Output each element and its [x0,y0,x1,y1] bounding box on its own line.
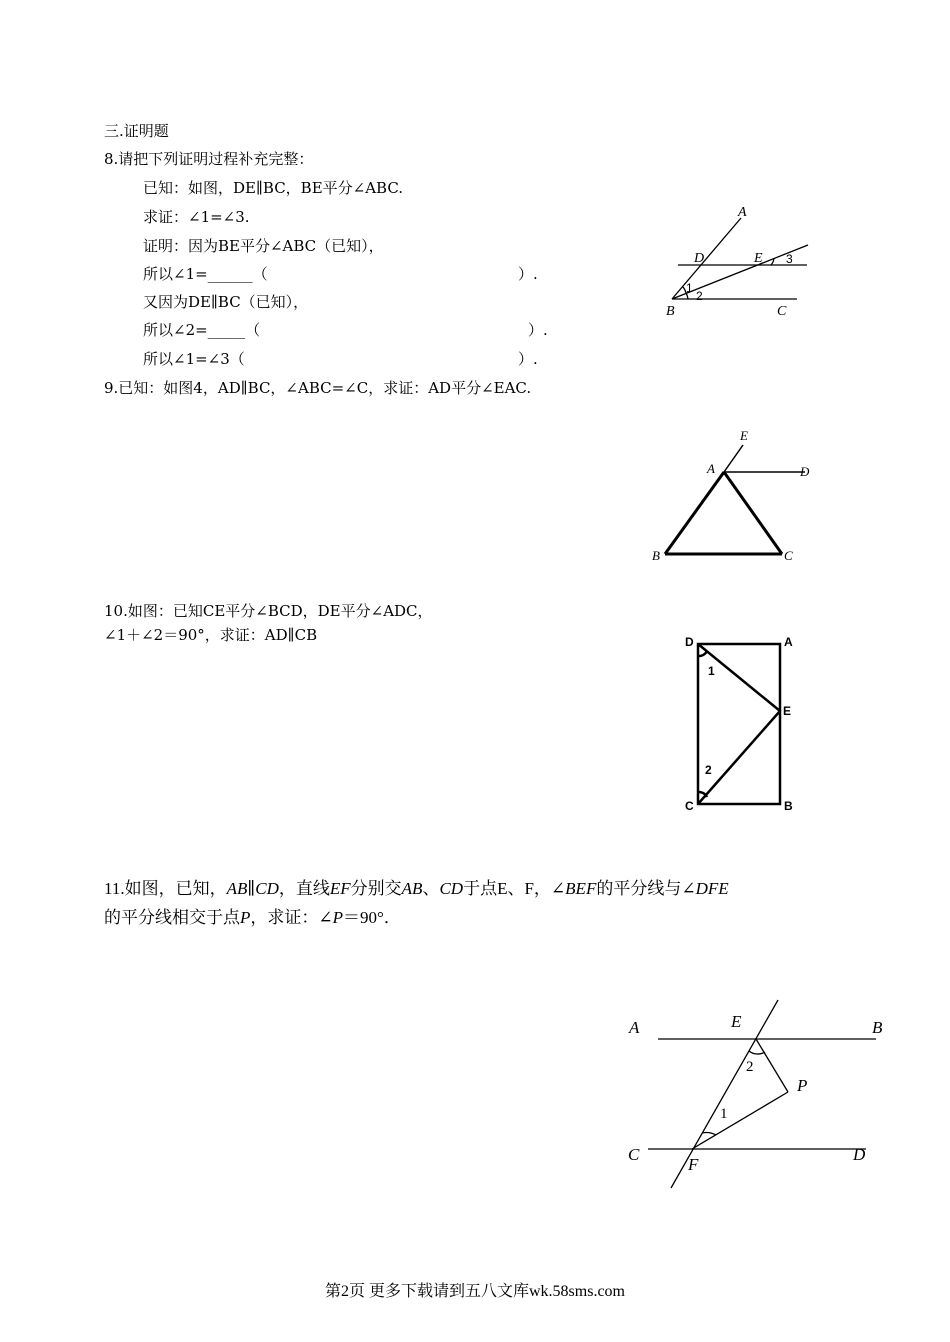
q8-step3-close: ）. [518,350,538,368]
q8-step1-blank: 所以∠1=______（ [143,265,268,283]
q11-label-c: C [628,1145,640,1164]
q10-label-e: E [783,704,792,718]
q11-angle-arc-1 [702,1133,716,1135]
q11-bisector-fp [692,1092,788,1149]
q10-angle-1: 1 [708,664,715,678]
q8-angle-2: 2 [696,289,703,303]
q11-label-b: B [872,1018,883,1037]
q9-text: 9.已知：如图4，AD∥BC，∠ABC=∠C，求证：AD平分∠EAC. [104,379,532,397]
page-footer: 第2页 更多下载请到五八文库wk.58sms.com [324,1283,625,1300]
q11-label-f: F [688,1155,699,1174]
q8-label-c: C [777,304,787,319]
q11-angle-arc-2 [749,1051,765,1054]
q11-bisector-ep [756,1039,788,1092]
q9-label-e: E [740,428,748,443]
q10-line1: 10.如图：已知CE平分∠BCD，DE平分∠ADC， [104,602,433,620]
q8-proof-line1: 证明：因为BE平分∠ABC（已知）， [143,237,384,255]
q9-label-b: B [652,548,660,563]
q10-label-a: A [784,635,793,649]
q8-step2-close: ）. [528,321,548,339]
q10-label-c: C [685,799,694,813]
q8-prove: 求证：∠1=∠3. [143,208,250,226]
q8-label-a: A [738,205,747,220]
q11-line2: 的平分线相交于点P，求证：∠P＝90°． [104,908,401,927]
q9-label-c: C [784,548,793,563]
q11-label-e: E [731,1012,742,1031]
q10-label-b: B [784,799,793,813]
section-title: 三.证明题 [104,122,169,140]
q11-line1: 11.如图，已知，AB∥CD，直线EF分别交AB、CD于点E、F，∠BEF的平分线与∠DFE [104,879,729,898]
q8-label-e: E [754,251,763,266]
q8-proof-line2: 又因为DE∥BC（已知）， [143,293,309,311]
q11-angle-2: 2 [746,1059,754,1075]
q8-given: 已知：如图，DE∥BC，BE平分∠ABC. [143,179,404,197]
q9-label-a: A [707,461,715,476]
q8-step2-blank: 所以∠2=_____（ [143,321,261,339]
q11-angle-1: 1 [720,1106,728,1122]
q8-label-b: B [666,304,675,319]
q8-step3: 所以∠1=∠3（ [143,350,245,368]
q9-label-d: D [800,464,810,479]
q8-step1-close: ）. [518,265,538,283]
q11-label-p: P [797,1076,808,1095]
q8-angle-3: 3 [786,252,793,266]
q10-line2: ∠1＋∠2＝90°，求证：AD∥CB [104,626,318,644]
q8-label-d: D [694,251,705,266]
q11-label-d: D [853,1145,866,1164]
q10-label-d: D [685,635,694,649]
q8-intro: 8.请把下列证明过程补充完整： [104,150,314,168]
q10-angle-2: 2 [705,763,712,777]
q11-label-a: A [629,1018,640,1037]
q8-angle-1: 1 [686,281,693,295]
